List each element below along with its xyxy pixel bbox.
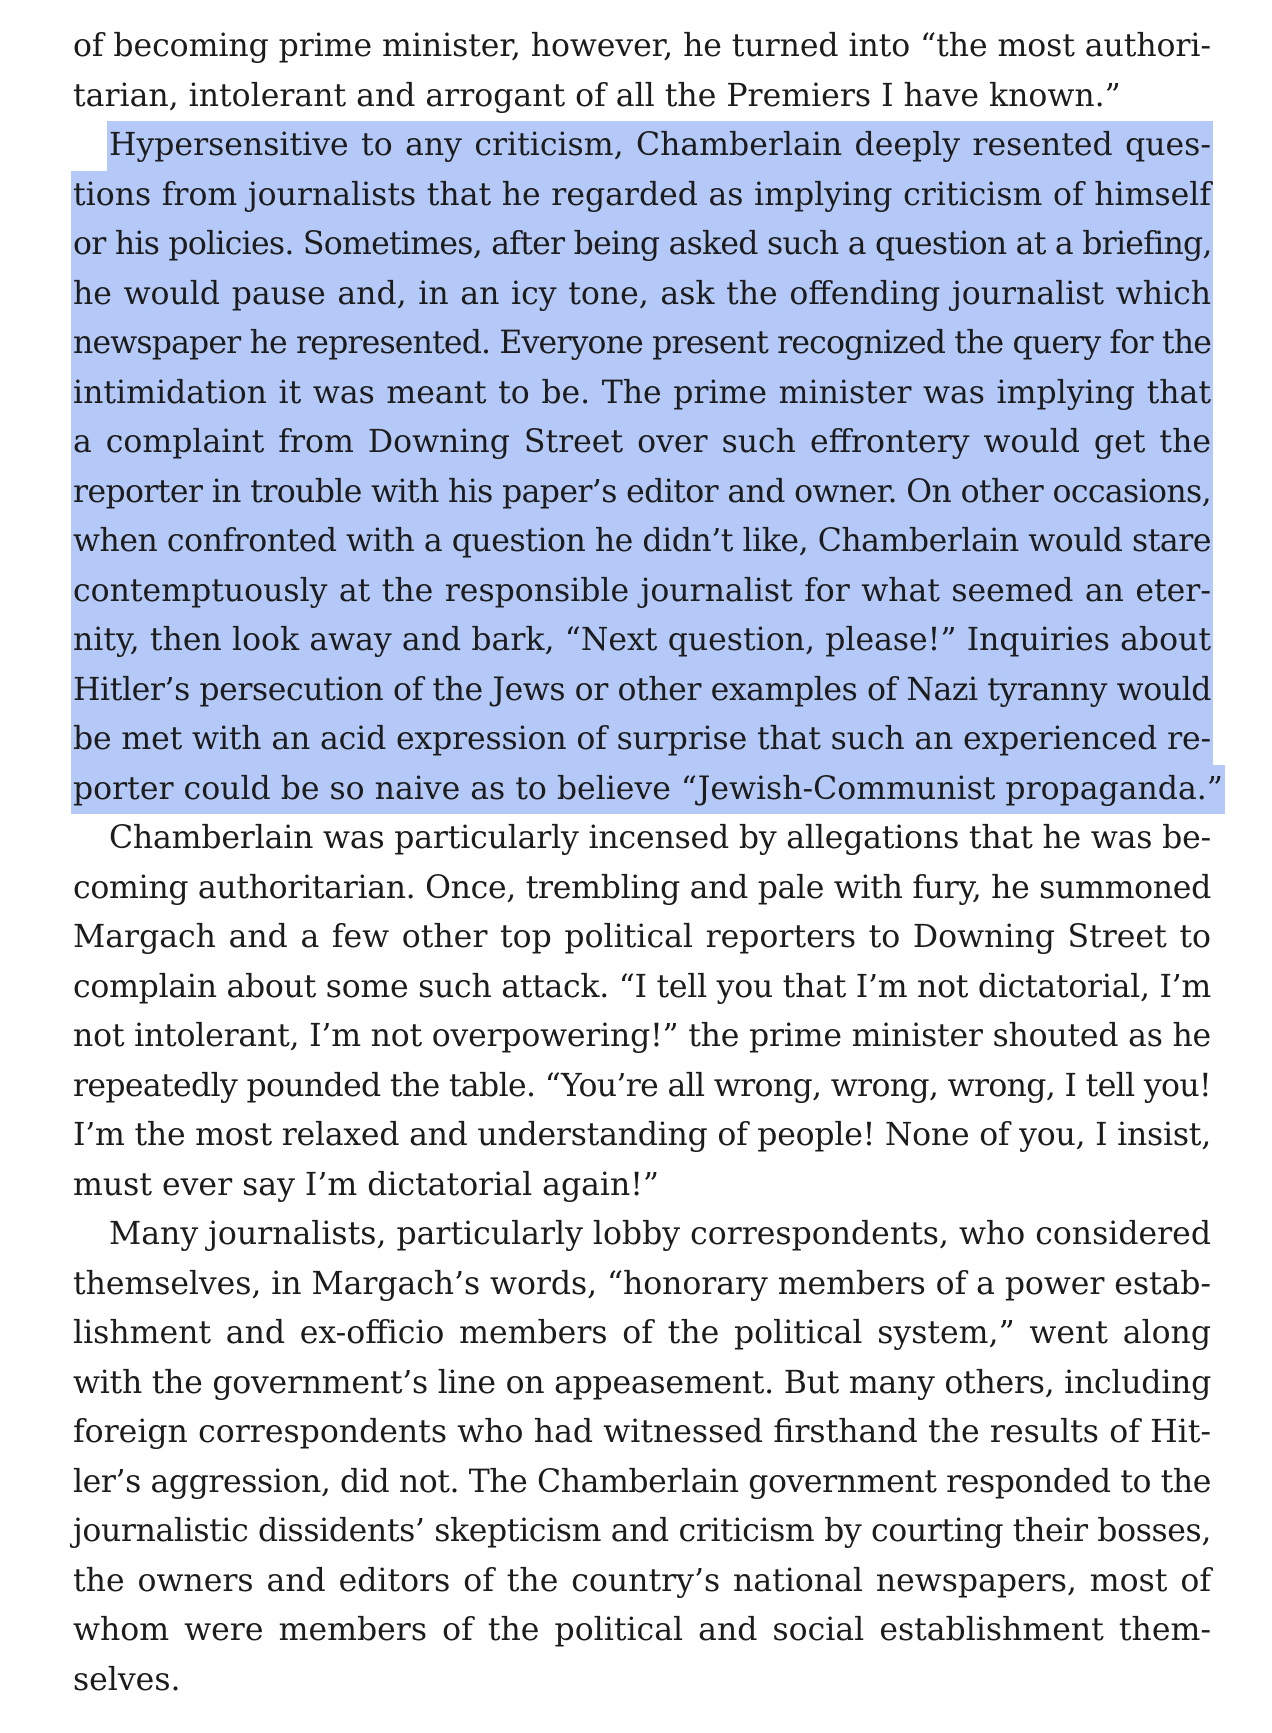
text-line-highlighted[interactable]: be met with an acid expression of surprise that such an experienced re- — [71, 715, 1213, 765]
text-line: the owners and editors of the country’s national newspapers, most of — [73, 1562, 1211, 1599]
text-line: complain about some such attack. “I tell you that I’m not dictatorial, I’m — [73, 968, 1211, 1005]
text-line-highlighted[interactable]: contemptuously at the responsible journalist for what seemed an eter- — [71, 567, 1213, 617]
text-line-highlighted[interactable]: tions from journalists that he regarded as implying criticism of himself — [71, 171, 1213, 221]
text-line: selves. — [73, 1661, 181, 1698]
text-line-highlighted[interactable]: when confronted with a question he didn’t like, Chamberlain would stare — [71, 517, 1213, 567]
text-line-highlighted[interactable]: porter could be so naive as to believe “Jewish-Communist propaganda.” — [71, 765, 1225, 815]
text-line: foreign correspondents who had witnessed firsthand the results of Hit- — [73, 1414, 1211, 1450]
highlighted-paragraph[interactable] — [73, 121, 1223, 814]
text-line: coming authoritarian. Once, trembling and pale with fury, he summoned — [73, 869, 1211, 906]
text-line-highlighted[interactable]: he would pause and, in an icy tone, ask the offending journalist which — [71, 270, 1213, 320]
book-page — [73, 22, 1223, 1705]
text-line: Many journalists, particularly lobby correspondents, who considered — [109, 1216, 1211, 1252]
text-line-highlighted[interactable]: or his policies. Sometimes, after being asked such a question at a briefing, — [71, 220, 1213, 270]
paragraph — [73, 814, 1211, 1210]
text-line-highlighted[interactable]: a complaint from Downing Street over such effrontery would get the — [71, 418, 1213, 468]
text-line-highlighted[interactable]: newspaper he represented. Everyone present recognized the query for the — [71, 319, 1213, 369]
text-line: of becoming prime minister, however, he turned into “the most authori- — [73, 28, 1212, 64]
paragraph-continuation — [73, 22, 1211, 121]
text-line: lishment and ex-officio members of the political system,” went along — [73, 1315, 1211, 1351]
text-line-highlighted[interactable]: reporter in trouble with his paper’s editor and owner. On other occasions, — [71, 468, 1213, 518]
text-line-highlighted[interactable]: Hypersensitive to any criticism, Chamberlain deeply resented ques- — [107, 121, 1213, 171]
text-line-highlighted[interactable]: nity, then look away and bark, “Next question, please!” Inquiries about — [71, 616, 1213, 666]
text-line: tarian, intolerant and arrogant of all the Premiers I have known.” — [73, 77, 1121, 114]
text-line: not intolerant, I’m not overpowering!” the prime minister shouted as he — [73, 1018, 1211, 1054]
text-line: ler’s aggression, did not. The Chamberlain government responded to the — [73, 1463, 1211, 1500]
text-line: journalistic dissidents’ skepticism and criticism by courting their bosses, — [73, 1513, 1211, 1549]
text-line: Margach and a few other top political reporters to Downing Street to — [73, 919, 1211, 955]
text-line-highlighted[interactable]: intimidation it was meant to be. The prime minister was implying that — [71, 369, 1213, 419]
text-line-highlighted[interactable]: Hitler’s persecution of the Jews or other examples of Nazi tyranny would — [71, 666, 1213, 716]
text-line: repeatedly pounded the table. “You’re all wrong, wrong, wrong, I tell you! — [73, 1067, 1211, 1104]
text-line: must ever say I’m dictatorial again!” — [73, 1166, 660, 1203]
text-line: whom were members of the political and social establishment them- — [73, 1612, 1211, 1648]
text-line: themselves, in Margach’s words, “honorary members of a power estab- — [73, 1265, 1211, 1302]
text-line: with the government’s line on appeasement. But many others, including — [73, 1364, 1211, 1401]
paragraph — [73, 1210, 1211, 1705]
text-line: I’m the most relaxed and understanding of people! None of you, I insist, — [73, 1117, 1212, 1153]
text-line: Chamberlain was particularly incensed by allegations that he was be- — [109, 820, 1212, 856]
last-highlighted-line-wrap — [73, 765, 1223, 815]
